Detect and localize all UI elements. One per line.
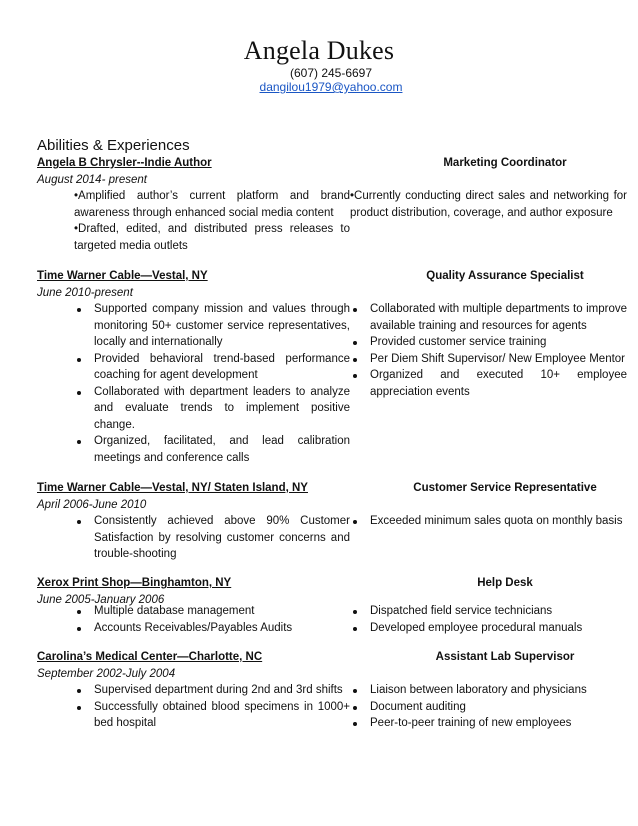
section-title: Abilities & Experiences <box>37 137 190 154</box>
left-duties <box>74 188 350 254</box>
duty-text: •Currently conducting direct sales and networking for product distribution, coverage, and author exposure <box>350 190 627 219</box>
job-dates: September 2002-July 2004 <box>37 667 176 680</box>
list-item: Document auditing <box>350 699 627 716</box>
employer: Carolina’s Medical Center—Charlotte, NC <box>37 651 263 663</box>
duty-text: •Drafted, edited, and distributed press releases to targeted media outlets <box>74 223 350 252</box>
list-item: Organized, facilitated, and lead calibration meetings and conference calls <box>74 433 350 466</box>
job-entry <box>37 155 627 252</box>
right-duties <box>350 682 627 732</box>
job-entry <box>37 480 623 560</box>
job-entry <box>37 575 589 634</box>
list-item: Supported company mission and values through monitoring 50+ customer service representatives, locally and internationally <box>74 301 350 351</box>
right-duties <box>350 188 627 221</box>
list-item: Multiple database management <box>74 603 350 620</box>
email-link[interactable]: dangilou1979@yahoo.com <box>259 80 403 94</box>
list-item: Collaborated with department leaders to analyze and evaluate trends to implement positive change. <box>74 384 350 434</box>
job-dates: June 2010-present <box>37 286 133 299</box>
right-duties <box>350 603 627 636</box>
right-duties <box>350 513 627 530</box>
list-item: Collaborated with multiple departments to improve available training and resources for agents <box>350 301 627 334</box>
left-duties <box>74 603 350 636</box>
list-item: Consistently achieved above 90% Customer Satisfaction by resolving customer concerns and trouble-shooting <box>74 513 350 563</box>
list-item: Peer-to-peer training of new employees <box>350 715 627 732</box>
list-item: Accounts Receivables/Payables Audits <box>74 620 350 637</box>
left-duties <box>74 682 350 732</box>
job-dates: August 2014- present <box>37 173 147 186</box>
employer: Angela B Chrysler--Indie Author <box>37 157 212 169</box>
list-item: Dispatched field service technicians <box>350 603 627 620</box>
left-duties <box>74 301 350 466</box>
phone-number: (607) 245-6697 <box>289 66 373 80</box>
employer: Time Warner Cable—Vestal, NY <box>37 270 208 282</box>
job-dates: April 2006-June 2010 <box>37 498 147 511</box>
list-item: Successfully obtained blood specimens in 1000+ bed hospital <box>74 699 350 732</box>
list-item: Exceeded minimum sales quota on monthly basis <box>350 513 627 530</box>
job-role: Customer Service Representative <box>413 482 597 494</box>
right-duties <box>350 301 627 400</box>
job-entry <box>37 649 589 729</box>
list-item: Organized and executed 10+ employee appreciation events <box>350 367 627 400</box>
job-role: Help Desk <box>477 577 533 589</box>
job-role: Quality Assurance Specialist <box>426 270 584 282</box>
job-dates: June 2005-January 2006 <box>37 593 165 606</box>
list-item: Supervised department during 2nd and 3rd shifts <box>74 682 350 699</box>
list-item: Provided customer service training <box>350 334 627 351</box>
left-duties <box>74 513 350 563</box>
employer: Xerox Print Shop—Binghamton, NY <box>37 577 232 589</box>
job-entry <box>37 268 627 464</box>
list-item: Liaison between laboratory and physicians <box>350 682 627 699</box>
resume-name: Angela Dukes <box>243 36 395 65</box>
job-role: Assistant Lab Supervisor <box>435 651 575 663</box>
employer: Time Warner Cable—Vestal, NY/ Staten Island, NY <box>37 482 308 494</box>
job-role: Marketing Coordinator <box>443 157 567 169</box>
list-item: Provided behavioral trend-based performance coaching for agent development <box>74 351 350 384</box>
duty-text: •Amplified author’s current platform and brand awareness through enhanced social media content <box>74 190 350 219</box>
list-item: Per Diem Shift Supervisor/ New Employee Mentor <box>350 351 627 368</box>
list-item: Developed employee procedural manuals <box>350 620 627 637</box>
